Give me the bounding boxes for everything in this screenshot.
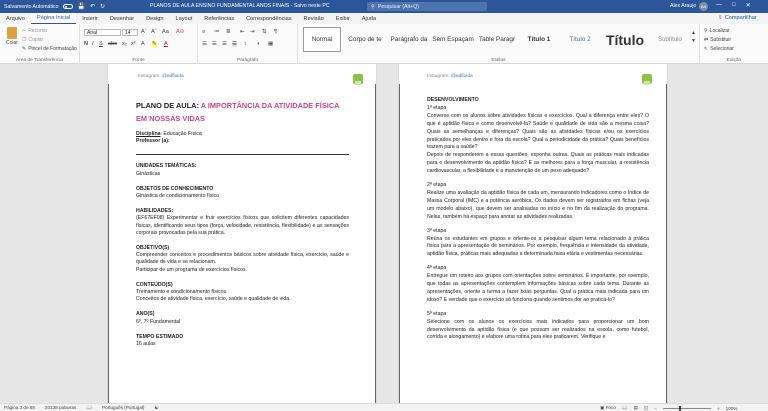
step-text: Converse com os alunos sobre atividades físicas e exercícios. Qual a diferença entre eles? O que é aptidão física e como desenvolvê-la? Saúde e qualidade de vida são a mesma coisa? Quais as semelhanças e diferenças? Quais são as atividades físicas e/ou os exercícios praticados por eles dentro e fora da escola? Qual a periodicidade da prática? Quais benefícios trazem para a saúde? <box>427 112 649 151</box>
ribbon <box>0 24 768 64</box>
format-painter-label: Pincel de Formatação <box>28 46 77 52</box>
brush-icon: ✎ <box>22 46 27 52</box>
style-subtitle[interactable] <box>650 27 690 52</box>
section-heading: CONTEÚDO(S) <box>136 281 173 288</box>
decrease-indent-icon[interactable]: ⇤ <box>240 29 245 35</box>
zoom-in-icon[interactable]: + <box>716 405 720 411</box>
section-body: 6º, 7º Fundamental <box>136 318 181 325</box>
tab-9[interactable]: Exibir <box>335 15 350 22</box>
font-name-value: Arial <box>87 29 98 36</box>
status-right <box>600 404 737 411</box>
tab-8[interactable]: Revisão <box>303 15 324 22</box>
instagram-credit <box>427 74 473 79</box>
increase-indent-icon[interactable]: ⇥ <box>250 29 255 35</box>
clipboard-icon <box>7 27 17 39</box>
print-layout-icon[interactable]: ▤ <box>633 405 638 410</box>
tab-7[interactable]: Correspondências <box>246 15 292 22</box>
step-text: Realize uma avaliação da aptidão física de cada um, mensurando indicadores como o Índice de Massa Corporal (IMC) e a potência aeróbica. Os dados devem ser registrados em fichas (veja um modelo abaixo), que devem ser analisadas no início e no fim da realização do programa. Nelas, também há espaço para anotar as atividades realizadas. <box>427 189 649 220</box>
section-body: Ginástica de condicionamento físico <box>136 193 220 200</box>
font-size-value: 14 <box>125 29 131 36</box>
replace-button[interactable] <box>704 37 731 43</box>
maximize-icon[interactable]: □ <box>732 2 736 8</box>
search-icon: ⚲ <box>704 28 708 34</box>
cursor-icon: ↖ <box>704 46 709 52</box>
toggle-icon[interactable] <box>63 4 73 9</box>
numbering-icon[interactable]: ≔ <box>214 29 220 35</box>
font-size-select[interactable] <box>122 29 138 36</box>
multilevel-list-icon[interactable]: ≣ <box>226 29 231 35</box>
autosave-toggle[interactable] <box>4 4 73 10</box>
instagram-handle[interactable]: @edfloida <box>162 74 184 79</box>
clipboard-group <box>0 24 80 64</box>
borders-icon[interactable]: ▦ <box>268 41 274 47</box>
document-page-2[interactable] <box>399 64 667 403</box>
autosave-label: Salvamento Automático <box>4 3 59 10</box>
section-heading: ANO(S) <box>136 311 155 318</box>
user-name[interactable]: Alex Araujo <box>670 3 697 9</box>
step-label: 1ª etapa <box>427 104 447 111</box>
style-no-spacing-label: Sem Espaçam <box>432 36 474 43</box>
tab-1[interactable]: Página Inicial <box>31 13 76 24</box>
section-heading: OBJETIVO(S) <box>136 245 170 252</box>
section-body: Conceitos de atividade física, exercício, saúde e qualidade de vida. <box>136 296 291 303</box>
style-heading-2[interactable] <box>560 27 600 52</box>
page-border <box>399 84 400 403</box>
step-text: Entregue um roteiro aos grupos com orientações sobre seminários. É importante, por exemplo, que todas as apresentações contemplem informações básicas sobre cada tema. Durante as apresentações, oriente a turma a fazer boas perguntas. Qual a prática mais indicada para um idoso? E verdade que o exercício só funciona quando sentimos dor ao praticá-lo? <box>427 273 649 303</box>
section-body: Ginásticas <box>136 170 161 177</box>
search-box[interactable] <box>367 2 487 11</box>
line-spacing-icon[interactable]: ↕ <box>244 41 247 47</box>
section-heading: OBJETOS DE CONHECIMENTO <box>136 185 214 192</box>
step-label: 5ª etapa <box>427 310 447 317</box>
style-title-label: Título <box>605 31 645 48</box>
grow-font-icon[interactable]: Aˆ <box>141 29 147 35</box>
clipboard-group-label: Área de Transferência <box>15 58 64 63</box>
paste-label: Colar <box>6 40 18 46</box>
show-marks-icon[interactable]: ¶ <box>274 29 278 35</box>
scissors-icon: ✂ <box>22 28 27 34</box>
close-icon[interactable]: ✕ <box>745 3 751 9</box>
styles-scroll-down-icon[interactable]: ▼ <box>691 38 696 44</box>
step-label: 2ª etapa <box>427 182 447 189</box>
find-button[interactable] <box>704 28 730 34</box>
cut-button[interactable] <box>22 28 47 34</box>
copy-button[interactable] <box>22 37 43 43</box>
search-placeholder: Pesquisar (Alt+Q) <box>377 3 419 10</box>
editing-group <box>700 24 768 64</box>
lesson-title <box>136 99 349 125</box>
bullets-icon[interactable]: ≡ <box>202 29 206 35</box>
title-bar <box>0 0 768 13</box>
step-label: 3ª etapa <box>427 227 447 234</box>
format-painter-button[interactable] <box>22 46 77 52</box>
paragraph-group <box>198 24 298 64</box>
section-body: (EF67EF08) Experimentar e fruir exercícios físicos que solicitem diferentes capacidades físicas, identificando seus tipos (força, velocidade, resistência, flexibilidade) e as sensações corporais provocadas pela sua prática. <box>136 215 349 236</box>
instagram-prefix: Instagram: <box>138 74 162 79</box>
font-group <box>80 24 198 64</box>
find-label: Localizar <box>709 28 730 34</box>
style-title[interactable] <box>602 27 648 52</box>
page-2-steps <box>427 105 649 342</box>
page-2-content <box>427 97 649 342</box>
select-label: Selecionar <box>710 46 734 52</box>
document-area <box>0 64 768 403</box>
style-subtitle-label: Subtítulo <box>658 36 682 43</box>
font-color-icon[interactable]: A <box>164 41 168 47</box>
text-effects-icon[interactable]: A <box>141 41 145 47</box>
discipline-value: : Educação Física <box>160 131 202 137</box>
share-button[interactable] <box>718 15 757 21</box>
tab-5[interactable]: Layout <box>175 15 193 22</box>
tab-4[interactable]: Design <box>146 15 164 22</box>
section-body: Treinamento e condicionamento físicos. <box>136 289 228 296</box>
style-body-text-label: Corpo de te <box>348 36 382 43</box>
style-heading-1[interactable] <box>520 27 558 52</box>
instagram-credit <box>138 74 184 79</box>
font-name-select[interactable] <box>84 29 121 36</box>
replace-label: Substituir <box>710 37 732 43</box>
ribbon-tabs <box>0 13 768 24</box>
development-heading: DESENVOLVIMENTO <box>427 97 479 103</box>
superscript-icon[interactable]: x² <box>131 41 136 47</box>
clear-format-icon[interactable]: A⊘ <box>176 29 185 35</box>
style-list-paragraph[interactable] <box>388 27 430 52</box>
section-body: 16 aulas <box>136 341 156 348</box>
cut-label: Recortar <box>28 28 48 34</box>
step-label: 4ª etapa <box>427 265 447 272</box>
bold-icon[interactable]: N <box>84 41 89 47</box>
section-body: Participar de um programa de exercícios físicos. <box>136 266 247 273</box>
quick-access-toolbar <box>78 3 106 10</box>
read-mode-icon[interactable]: 📖 <box>621 405 628 410</box>
word-count[interactable]: 20138 palavras <box>44 405 77 410</box>
style-normal-label: Normal <box>311 36 333 43</box>
align-left-icon[interactable]: ☰ <box>202 41 208 47</box>
teacher-label: Professor (a): <box>136 138 170 145</box>
section-heading: HABILIDADES: <box>136 208 174 215</box>
share-icon: ⇪ <box>718 15 723 21</box>
logo-badge-icon <box>353 74 363 84</box>
page-border <box>375 84 376 403</box>
strikethrough-icon[interactable]: abc <box>108 41 118 47</box>
sort-icon[interactable]: ⇅ <box>262 29 267 35</box>
tab-10[interactable]: Ajuda <box>361 15 377 22</box>
select-button[interactable] <box>704 46 734 52</box>
style-table-paragraph[interactable] <box>476 27 518 52</box>
share-label: Compartilhar <box>724 15 757 21</box>
lesson-title-highlight: A IMPORTÂNCIA DA ATIVIDADE FÍSICA EM NOSSAS VIDAS <box>136 101 340 123</box>
styles-scroll-up-icon[interactable]: ▲ <box>691 30 696 36</box>
replace-icon: ⇄ <box>704 37 709 43</box>
style-no-spacing[interactable] <box>432 27 474 52</box>
discipline-line <box>136 131 349 138</box>
page-count[interactable]: Página 3 de 88 <box>4 405 35 410</box>
change-case-icon[interactable]: Aa <box>162 29 169 35</box>
editing-group-label: Edição <box>726 58 742 63</box>
highlight-icon[interactable]: ✎ <box>152 41 157 47</box>
tab-6[interactable]: Referências <box>204 15 235 22</box>
paste-button[interactable] <box>6 27 18 46</box>
teacher-blank-line <box>136 145 349 155</box>
page-border <box>108 84 109 403</box>
step-text-extra: Depois de responderem a essas questões, exponha outras. Quais as práticas mais indicadas para o desenvolvimento da aptidão física? E as melhores para a força muscular, a resistência cardiovascular, a flexibilidade e a manutenção de um peso adequado? <box>427 152 649 175</box>
align-center-icon[interactable]: ☰ <box>212 41 218 47</box>
styles-group-label: Estilos <box>491 58 506 63</box>
style-heading-1-label: Título 1 <box>527 36 551 43</box>
tab-3[interactable]: Desenhar <box>109 15 135 22</box>
style-body-text[interactable] <box>344 27 386 52</box>
align-right-icon[interactable]: ☰ <box>222 41 228 47</box>
section-body: Compreender conceitos e procedimentos básicos sobre atividade física, exercício, saúde e qualidade de vida e se relacionam. <box>136 252 349 266</box>
window-controls <box>716 2 751 9</box>
undo-icon[interactable]: ↶ <box>89 4 96 10</box>
tab-0[interactable]: Arquivo <box>6 15 25 22</box>
underline-icon[interactable]: S <box>99 41 103 47</box>
teacher-line <box>136 138 349 145</box>
status-bar <box>0 403 768 411</box>
paragraph-group-label: Parágrafo <box>236 58 259 63</box>
focus-label: Foco <box>605 405 616 410</box>
section-heading: TEMPO ESTIMADO <box>136 333 184 340</box>
subscript-icon[interactable]: x₂ <box>122 41 127 47</box>
zoom-out-icon[interactable]: − <box>654 405 657 411</box>
style-normal[interactable] <box>303 27 341 52</box>
logo-badge-icon <box>642 74 652 84</box>
minimize-icon[interactable]: — <box>716 2 722 8</box>
web-layout-icon[interactable]: ◫ <box>643 405 649 410</box>
focus-mode-button[interactable] <box>600 405 616 411</box>
shading-icon[interactable]: ◑ <box>256 41 260 47</box>
avatar[interactable]: AA <box>700 4 707 9</box>
style-table-paragraph-label: Table Paragr <box>478 36 516 43</box>
proofing-icon[interactable]: 📖 <box>86 404 93 410</box>
page-1-content <box>136 99 349 348</box>
save-icon[interactable]: 💾 <box>77 4 85 10</box>
page-border <box>666 84 667 403</box>
instagram-handle[interactable]: @edfloida <box>451 74 473 79</box>
justify-icon[interactable]: ☰ <box>232 41 238 47</box>
tab-2[interactable]: Inserir <box>82 15 98 22</box>
accessibility-icon[interactable]: ☯ <box>154 404 159 410</box>
instagram-prefix: Instagram: <box>427 74 451 79</box>
copy-icon: ❐ <box>22 37 27 43</box>
document-title: PLANOS DE AULA ENSINO FUNDAMENTAL ANOS FINAIS - Salvo neste PC <box>150 3 330 9</box>
focus-icon: ▣ <box>600 405 605 410</box>
search-icon: ⚲ <box>371 3 375 10</box>
page-1-sections <box>136 163 349 348</box>
styles-group <box>298 24 700 64</box>
section-heading: UNIDADES TEMÁTICAS: <box>136 163 197 170</box>
shrink-font-icon[interactable]: Aˇ <box>151 29 157 35</box>
italic-icon[interactable]: I <box>92 41 94 47</box>
zoom-level[interactable]: 100% <box>725 405 738 411</box>
style-list-paragraph-label: Parágrafo da <box>390 36 428 43</box>
redo-icon[interactable]: ↻ <box>100 4 106 10</box>
document-page-1[interactable] <box>108 64 376 403</box>
step-text: Selecione com os alunos os exercícios mais indicados para proporcionar um bom desenvolvimento da aptidão física (e que possam ser realizados na escola, como futebol, corrida e alongamento) e elabore uma rotina para eles praticarem. Verifique e <box>427 318 649 341</box>
font-group-label: Fonte <box>132 58 145 63</box>
step-text: Reúna os estudantes em grupos e oriente-os a pesquisar algum tema relacionado à prática física para a apresentação de seminários. Por exemplo, frequência e intensidade da atividade, aptidão física, práticas mais adequadas a determinada faixa etária e vestimentas necessárias. <box>427 235 649 258</box>
lesson-title-main: PLANO DE AULA: <box>136 101 201 110</box>
discipline-label: Disciplina <box>136 131 161 137</box>
language-status[interactable]: Português (Portugal) <box>102 405 145 410</box>
style-heading-2-label: Título 2 <box>569 36 591 43</box>
copy-label: Copiar <box>28 37 44 43</box>
zoom-slider[interactable] <box>663 408 711 409</box>
